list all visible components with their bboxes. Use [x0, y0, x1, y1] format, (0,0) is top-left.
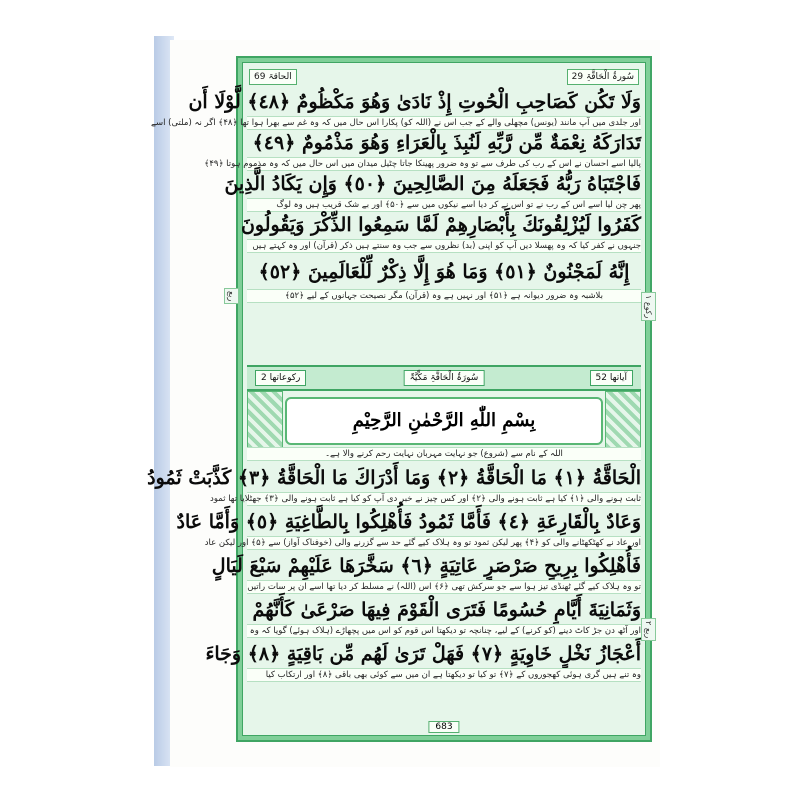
- translation-line: بلاشبہ وہ ضرور دیوانہ ہے ﴿۵۱﴾ اور نہیں ہے وہ (قرآن) مگر نصیحت جہانوں کے لیے ﴿۵۲﴾: [247, 289, 641, 303]
- surah-title: سُورَۃُ الْحَاقَّۃِ مَکِّیَّۃٌ: [404, 370, 485, 386]
- translation-line: پالیا اسے احسان نے اس کے رب کی طرف سے تو وہ ضرور پھینکا جاتا چٹیل میدان میں اس حال میں کہ وہ مذموم ہوتا ﴿۴۹﴾: [204, 159, 641, 169]
- translation-line: وہ تنے ہیں گری ہوئی کھجوروں کے ﴿۷﴾ تو کیا تو دیکھتا ہے ان میں سے کوئی بھی باقی ﴿۸﴾ اور ارتکاب کیا: [247, 668, 641, 682]
- bismillah: بِسْمِ اللّٰهِ الرَّحْمٰنِ الرَّحِيْمِ: [285, 397, 603, 445]
- margin-marker-right-lower: ربع ۲: [641, 618, 656, 641]
- translation-line: جنہوں نے کفر کیا کہ وہ پھسلا دیں آپ کو اپنی (بد) نظروں سے جب وہ سنتے ہیں ذکر (قرآن) اور وہ کہتے ہیں: [247, 239, 641, 253]
- bismillah-translation: اللہ کے نام سے (شروع) جو نہایت مہربان نہایت رحم کرنے والا ہے۔: [247, 447, 641, 461]
- ornament-right: [605, 391, 641, 449]
- surah-heading-band: [247, 365, 641, 391]
- verse-line: كَفَرُوا لَيُزْلِقُونَكَ بِأَبْصَارِهِمْ لَمَّا سَمِعُوا الذِّكْرَ وَيَقُولُونَ: [240, 214, 641, 236]
- translation-line: ثابت ہونے والی ﴿۱﴾ کیا ہے ثابت ہونے والی ﴿۲﴾ اور کس چیز نے خبر دی آپ کو کیا ہے ثابت ہونے والی ﴿۳﴾ جھٹلایا تھا ثمود: [210, 494, 641, 504]
- ruku-count-label: رکوعاتھا 2: [255, 370, 306, 386]
- verse-line: إِنَّهُ لَمَجْنُونٌ ﴿٥١﴾ وَمَا هُوَ إِلَّا ذِكْرٌ لِّلْعَالَمِينَ ﴿٥٢﴾: [258, 261, 630, 283]
- verse-line: وَثَمَانِيَةَ أَيَّامٍ حُسُومًا فَتَرَى الْقَوْمَ فِيهَا صَرْعَىٰ كَأَنَّهُمْ: [252, 599, 641, 621]
- translation-line: اور عاد نے کھٹکھٹانے والی کو ﴿۴﴾ پھر لیکن ثمود تو وہ ہلاک کیے گئے حد سے گزرنے والی (خوفناک آواز) سے ﴿۵﴾ اور لیکن عاد: [204, 538, 641, 548]
- margin-marker-right: رکوع ۱: [641, 292, 656, 321]
- header-para-label: سُورۃُ الْحَاقَّۃِ 29: [567, 69, 639, 85]
- translation-line: تو وہ ہلاک کیے گئے ٹھنڈی تیز ہوا سے جو سرکش تھی ﴿۶﴾ اس (اللہ) نے مسلط کر دیا تھا اسے ان پر سات راتیں: [247, 582, 641, 592]
- verse-line: وَعَادٌ بِالْقَارِعَةِ ﴿٤﴾ فَأَمَّا ثَمُودُ فَأُهْلِكُوا بِالطَّاغِيَةِ ﴿٥﴾ وَأَمَّا عَادٌ: [176, 511, 641, 533]
- translation-line: اور آٹھ دن جڑ کاٹ دینے (کو کرنے) کے لیے، چنانچہ تو دیکھتا اس قوم کو اس میں پچھاڑے (ہلاک ہوئے) گویا کہ وہ: [247, 624, 641, 638]
- page-number: 683: [428, 721, 459, 733]
- verse-line: فَأُهْلِكُوا بِرِيحٍ صَرْصَرٍ عَاتِيَةٍ ﴿٦﴾ سَخَّرَهَا عَلَيْهِمْ سَبْعَ لَيَالٍ: [211, 555, 641, 577]
- verse-line: الْحَاقَّةُ ﴿١﴾ مَا الْحَاقَّةُ ﴿٢﴾ وَمَا أَدْرَاكَ مَا الْحَاقَّةُ ﴿٣﴾ كَذَّبَتْ ثَمُودُ: [147, 467, 641, 489]
- verse-line: وَلَا تَكُن كَصَاحِبِ الْحُوتِ إِذْ نَادَىٰ وَهُوَ مَكْظُومٌ ﴿٤٨﴾ لَّوْلَا أَن: [188, 91, 641, 113]
- verse-line: تَدَارَكَهُ نِعْمَةٌ مِّن رَّبِّهِ لَنُبِذَ بِالْعَرَاءِ وَهُوَ مَذْمُومٌ ﴿٤٩﴾: [252, 132, 641, 154]
- verse-line: أَعْجَازُ نَخْلٍ خَاوِيَةٍ ﴿٧﴾ فَهَلْ تَرَىٰ لَهُم مِّن بَاقِيَةٍ ﴿٨﴾ وَجَاءَ: [205, 643, 641, 665]
- margin-marker-left: ربع: [224, 288, 239, 304]
- verse-line: فَاجْتَبَاهُ رَبُّهُ فَجَعَلَهُ مِنَ الصَّالِحِينَ ﴿٥٠﴾ وَإِن يَكَادُ الَّذِينَ: [224, 173, 641, 195]
- ornament-left: [247, 391, 283, 449]
- ayat-count-label: آیاتھا 52: [590, 370, 633, 386]
- translation-line: پھر چن لیا اسے اس کے رب نے تو اس نے کر دیا اسے نیکوں میں سے ﴿۵۰﴾ اور بے شک قریب ہیں وہ لوگ: [247, 198, 641, 212]
- header-surah-label: الحاقۃ 69: [249, 69, 297, 85]
- translation-line: اور جلدی میں آپ مانند (یونس) مچھلی والے کے جب اس نے (اللہ کو) پکارا اس حال میں کہ وہ غم سے بھرا ہوا تھا ﴿۴۸﴾ اگر نہ (ملتی) اسے: [150, 118, 641, 128]
